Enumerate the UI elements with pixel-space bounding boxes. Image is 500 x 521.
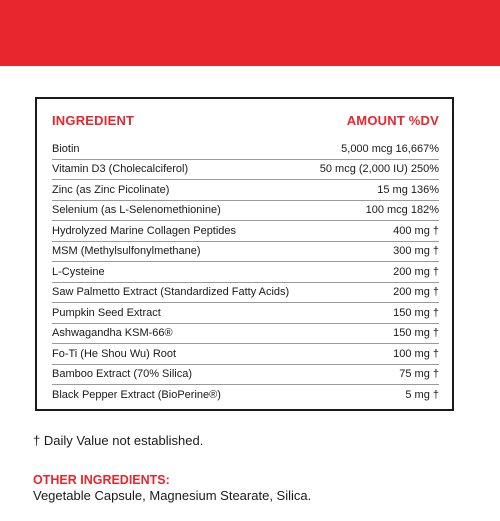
amount-dv-header: AMOUNT %DV	[346, 113, 439, 128]
table-row	[52, 283, 439, 304]
ingredient-amount: 75 mg †	[399, 368, 439, 381]
ingredient-name: Biotin	[52, 142, 80, 155]
ingredient-amount: 5,000 mcg 16,667%	[341, 142, 439, 155]
table-row	[52, 324, 439, 345]
table-header	[52, 113, 439, 128]
table-row	[52, 221, 439, 242]
ingredient-amount: 150 mg †	[393, 306, 439, 319]
supplement-facts-panel	[35, 97, 454, 411]
ingredient-name: MSM (Methylsulfonylmethane)	[52, 245, 201, 258]
ingredient-amount: 100 mcg 182%	[365, 204, 439, 217]
ingredient-name: Vitamin D3 (Cholecalciferol)	[52, 163, 189, 176]
ingredient-amount: 50 mcg (2,000 IU) 250%	[319, 163, 439, 176]
table-row	[52, 385, 439, 406]
table-row	[52, 365, 439, 386]
ingredient-amount: 300 mg †	[393, 245, 439, 258]
other-ingredients-list: Vegetable Capsule, Magnesium Stearate, Silica.	[33, 488, 312, 503]
ingredient-name: Fo-Ti (He Shou Wu) Root	[52, 347, 177, 360]
ingredient-amount: 150 mg †	[393, 327, 439, 340]
ingredient-name: Hydrolyzed Marine Collagen Peptides	[52, 224, 237, 237]
ingredient-name: Selenium (as L-Selenomethionine)	[52, 204, 221, 217]
ingredient-amount: 200 mg †	[393, 265, 439, 278]
table-row	[52, 180, 439, 201]
ingredient-name: Ashwagandha KSM-66®	[52, 327, 173, 340]
daily-value-footnote: † Daily Value not established.	[33, 433, 204, 448]
table-row	[52, 262, 439, 283]
other-ingredients-title: OTHER INGREDIENTS:	[33, 473, 170, 487]
ingredient-name: L-Cysteine	[52, 265, 105, 278]
ingredient-header: INGREDIENT	[52, 113, 135, 128]
ingredient-name: Bamboo Extract (70% Silica)	[52, 368, 192, 381]
ingredient-name: Black Pepper Extract (BioPerine®)	[52, 389, 221, 402]
table-row	[52, 160, 439, 181]
table-row	[52, 242, 439, 263]
ingredient-amount: 200 mg †	[393, 286, 439, 299]
ingredient-name: Pumpkin Seed Extract	[52, 306, 161, 319]
table-row	[52, 201, 439, 222]
table-row	[52, 139, 439, 160]
ingredient-amount: 400 mg †	[393, 224, 439, 237]
brand-color-band	[0, 0, 500, 66]
ingredient-rows	[52, 139, 439, 406]
table-row	[52, 344, 439, 365]
ingredient-name: Saw Palmetto Extract (Standardized Fatty Acids)	[52, 286, 290, 299]
ingredient-amount: 5 mg †	[405, 389, 439, 402]
ingredient-amount: 15 mg 136%	[377, 183, 439, 196]
table-row	[52, 303, 439, 324]
ingredient-name: Zinc (as Zinc Picolinate)	[52, 183, 170, 196]
ingredient-amount: 100 mg †	[393, 347, 439, 360]
